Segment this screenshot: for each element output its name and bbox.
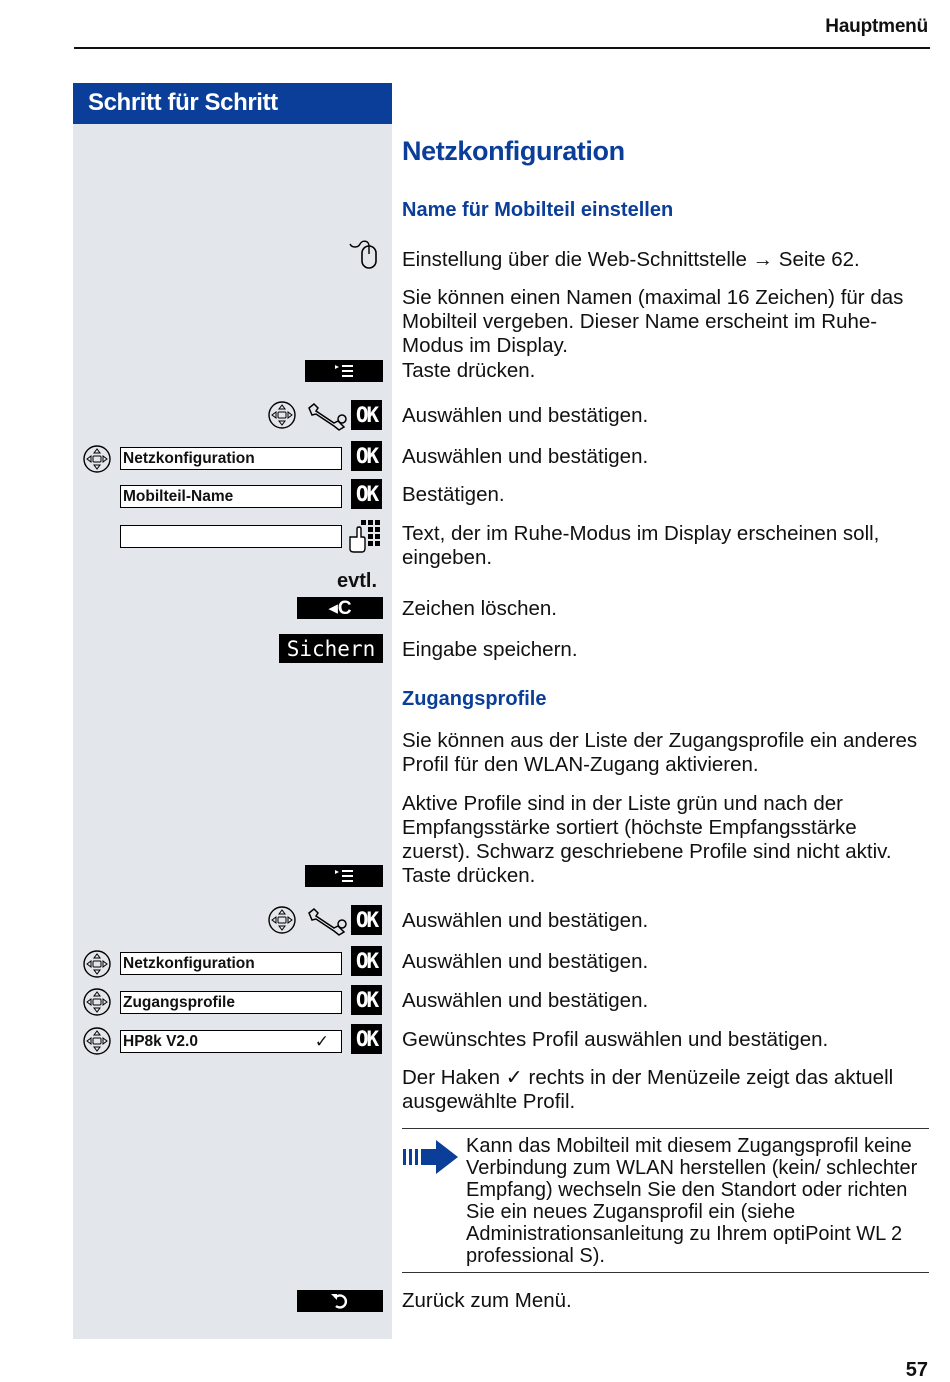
menu-key[interactable] xyxy=(305,865,383,887)
menu-field-netzkonfiguration[interactable]: Netzkonfiguration xyxy=(120,952,342,975)
back-key[interactable] xyxy=(297,1290,383,1312)
press-key-text: Taste drücken. xyxy=(402,359,536,382)
select-confirm-text: Auswählen und bestätigen. xyxy=(402,950,649,973)
navigation-key-icon[interactable] xyxy=(268,401,296,429)
keypad-icon xyxy=(346,519,380,553)
confirm-text: Bestätigen. xyxy=(402,483,505,506)
wrench-icon xyxy=(306,401,348,431)
ok-button[interactable]: OK xyxy=(351,441,382,471)
menu-field-mobilteil-name[interactable]: Mobilteil-Name xyxy=(120,485,342,508)
choose-profile-text: Gewünschtes Profil auswählen und bestätigen. xyxy=(402,1028,829,1051)
profile-name: HP8k V2.0 xyxy=(123,1033,198,1050)
checkmark-icon: ✓ xyxy=(314,1032,329,1051)
header-title: Hauptmenü xyxy=(825,16,928,37)
mouse-icon xyxy=(348,238,382,270)
sidebar-panel xyxy=(73,83,392,1339)
menu-icon xyxy=(333,363,355,379)
subsection-name-heading: Name für Mobilteil einstellen xyxy=(402,199,674,221)
save-input-text: Eingabe speichern. xyxy=(402,638,578,661)
menu-icon xyxy=(333,868,355,884)
back-to-menu-text: Zurück zum Menü. xyxy=(402,1289,572,1312)
header-divider xyxy=(74,47,930,49)
web-interface-text: Einstellung über die Web-Schnittstelle → Seite 62. xyxy=(402,248,860,271)
note-text: Kann das Mobilteil mit diesem Zugangsprofil keine Verbindung zum WLAN herstellen (kein/ schlechter Empfang) wechseln Sie den Standort oder richten Sie ein neues Zugansprofil ein (siehe Administrationsanleitung zu Ihrem optiPoint WL 2 professional S). xyxy=(466,1135,918,1267)
name-input-field[interactable] xyxy=(120,525,342,548)
note-top-rule xyxy=(402,1128,929,1129)
page-number: 57 xyxy=(905,1359,928,1381)
select-confirm-text: Auswählen und bestätigen. xyxy=(402,445,649,468)
note-arrow-icon xyxy=(402,1138,460,1176)
menu-field-profile-hp8k[interactable] xyxy=(120,1030,342,1053)
ok-button[interactable]: OK xyxy=(351,400,382,430)
menu-key[interactable] xyxy=(305,360,383,382)
menu-field-netzkonfiguration[interactable]: Netzkonfiguration xyxy=(120,447,342,470)
ok-button[interactable]: OK xyxy=(351,985,382,1015)
press-key-text: Taste drücken. xyxy=(402,864,536,887)
back-arrow-icon xyxy=(330,1292,350,1310)
ok-button[interactable]: OK xyxy=(351,905,382,935)
delete-chars-text: Zeichen löschen. xyxy=(402,597,557,620)
ok-button[interactable]: OK xyxy=(351,479,382,509)
wrench-icon xyxy=(306,906,348,936)
clear-key[interactable]: ◂C xyxy=(297,597,383,619)
navigation-key-icon[interactable] xyxy=(83,950,111,978)
ok-button[interactable]: OK xyxy=(351,1024,382,1054)
optional-label: evtl. xyxy=(337,570,378,592)
select-confirm-text: Auswählen und bestätigen. xyxy=(402,989,649,1012)
sidebar-title: Schritt für Schritt xyxy=(88,89,278,116)
navigation-key-icon[interactable] xyxy=(83,988,111,1016)
navigation-key-icon[interactable] xyxy=(83,445,111,473)
profiles-intro-text: Sie können aus der Liste der Zugangsprofile ein anderes Profil für den WLAN-Zugang aktivieren. xyxy=(402,729,918,776)
note-bottom-rule xyxy=(402,1272,929,1273)
intro-text: Sie können einen Namen (maximal 16 Zeichen) für das Mobilteil vergeben. Dieser Name erscheint im Ruhe-Modus im Display. xyxy=(402,286,904,357)
checkmark-explanation-text: Der Haken ✓ rechts in der Menüzeile zeigt das aktuell ausgewählte Profil. xyxy=(402,1066,894,1113)
section-title: Netzkonfiguration xyxy=(402,136,625,166)
save-softkey[interactable]: Sichern xyxy=(279,634,383,663)
sidebar-header xyxy=(73,83,392,124)
select-confirm-text: Auswählen und bestätigen. xyxy=(402,909,649,932)
navigation-key-icon[interactable] xyxy=(83,1027,111,1055)
profiles-active-text: Aktive Profile sind in der Liste grün und nach der Empfangsstärke sortiert (höchste Empfangsstärke zuerst). Schwarz geschriebene Profile sind nicht aktiv. xyxy=(402,792,892,863)
select-confirm-text: Auswählen und bestätigen. xyxy=(402,404,649,427)
enter-text: Text, der im Ruhe-Modus im Display erscheinen soll, eingeben. xyxy=(402,522,880,569)
ok-button[interactable]: OK xyxy=(351,946,382,976)
menu-field-zugangsprofile[interactable]: Zugangsprofile xyxy=(120,991,342,1014)
subsection-profiles-heading: Zugangsprofile xyxy=(402,688,547,710)
navigation-key-icon[interactable] xyxy=(268,906,296,934)
